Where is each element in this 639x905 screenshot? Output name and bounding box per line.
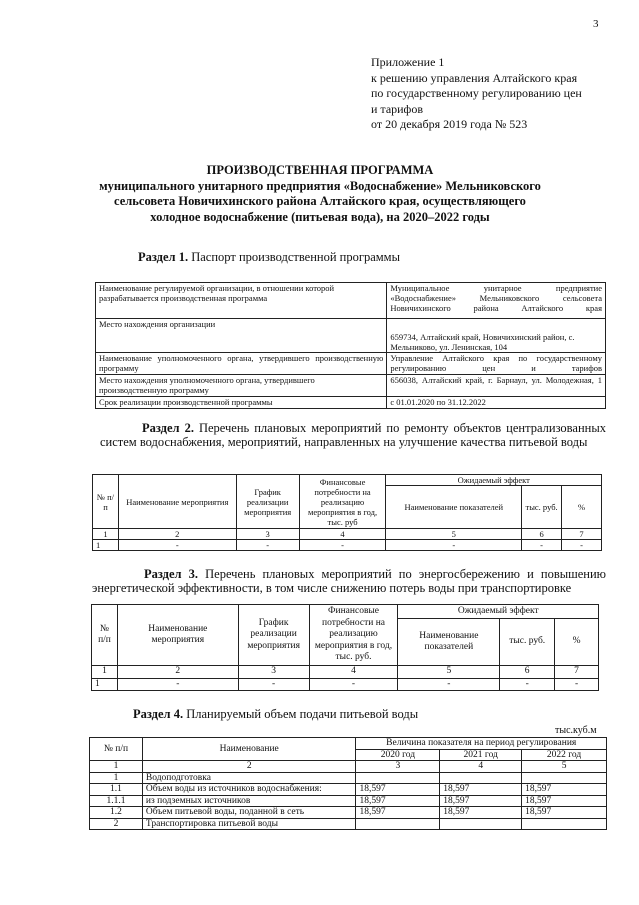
table-cell: 7 [555, 666, 599, 679]
section2-label: Раздел 2. [142, 421, 194, 435]
table-cell: Объем воды из источников водоснабжения: [142, 784, 356, 796]
table-cell: 5 [522, 761, 607, 773]
col-year-header: 2020 год [356, 749, 440, 761]
title-line: муниципального унитарного предприятия «Водоснабжение» Мельниковского [99, 178, 541, 193]
table-cell: 4 [440, 761, 522, 773]
appendix-line: по государственному регулированию цен [371, 86, 582, 100]
table-cell: 7 [562, 529, 602, 540]
col-rub-header: тыс. руб. [522, 486, 562, 529]
table-cell: 3 [236, 529, 299, 540]
table-cell [522, 818, 607, 830]
table-cell: Управление Алтайского края по государственному регулированию цен и тарифов [387, 353, 606, 375]
table-cell: с 01.01.2020 по 31.12.2022 [387, 397, 606, 409]
col-year-header: 2022 год [522, 749, 607, 761]
table-row [96, 353, 606, 375]
table-row [96, 375, 606, 397]
table-row [93, 540, 602, 551]
col-name-header: Наименование мероприятия [118, 475, 236, 529]
table-cell: 6 [522, 529, 562, 540]
appendix-line: к решению управления Алтайского края [371, 70, 578, 85]
title-line: сельсовета Новичихинского района Алтайского края, осуществляющего [114, 194, 526, 208]
table-row [90, 784, 607, 796]
table-cell: 3 [356, 761, 440, 773]
table-cell: 4 [309, 666, 398, 679]
table-cell: 2 [118, 529, 236, 540]
table-cell: 18,597 [356, 807, 440, 819]
table-cell [440, 818, 522, 830]
table-cell: - [562, 540, 602, 551]
col-effect-header: Ожидаемый эффект [398, 605, 599, 619]
repair-measures-table [92, 474, 602, 551]
appendix-line: и тарифов [371, 101, 424, 116]
appendix-block [371, 55, 582, 133]
table-cell: Наименование уполномоченного органа, утвердившего производственную программу [96, 353, 387, 375]
section1-label: Раздел 1. [138, 250, 189, 264]
table-row [96, 397, 606, 409]
table-cell: - [555, 678, 599, 691]
table-cell: - [238, 678, 309, 691]
water-supply-volume-table [89, 737, 607, 830]
table-cell: - [500, 678, 555, 691]
table-cell: - [117, 678, 238, 691]
section4-text: Планируемый объем подачи питьевой воды [186, 707, 419, 721]
table-cell: из подземных источников [142, 795, 356, 807]
table-cell: - [236, 540, 299, 551]
section1-heading [138, 250, 400, 265]
table-cell: - [522, 540, 562, 551]
table-cell: 1 [90, 772, 143, 784]
table-cell: 1.1 [90, 784, 143, 796]
document-title [80, 163, 560, 225]
table-cell: 18,597 [356, 784, 440, 796]
table-cell: 5 [398, 666, 500, 679]
section2-text: Перечень плановых мероприятий по ремонту объектов централизованных систем водоснабжения, мероприятий, направленных на улучшение качества питьевой воды [100, 421, 606, 449]
table-cell: Место нахождения уполномоченного органа, утвердившего производственную программу [96, 375, 387, 397]
table-row [96, 319, 606, 353]
col-name-header: Наименование мероприятия [117, 605, 238, 666]
table-cell: 6 [500, 666, 555, 679]
table-cell: Транспортировка питьевой воды [142, 818, 356, 830]
section4-heading [133, 707, 418, 722]
section2-heading [100, 421, 606, 449]
table-row [90, 772, 607, 784]
col-period-header: Величина показателя на период регулирования [356, 738, 607, 750]
table-cell: Место нахождения организации [96, 319, 387, 353]
appendix-line: Приложение 1 [371, 55, 445, 69]
col-effect-header: Ожидаемый эффект [386, 475, 602, 486]
unit-label: тыс.куб.м [555, 725, 597, 736]
col-schedule-header: График реализации мероприятия [236, 475, 299, 529]
table-cell: - [299, 540, 386, 551]
table-cell: 5 [386, 529, 522, 540]
table-cell: 18,597 [440, 807, 522, 819]
table-cell: - [386, 540, 522, 551]
col-rub-header: тыс. руб. [500, 619, 555, 666]
energy-saving-table [91, 604, 599, 691]
table-cell [440, 772, 522, 784]
col-num-header: № п/п [93, 475, 119, 529]
table-row [90, 818, 607, 830]
table-row [92, 666, 599, 679]
table-row [93, 529, 602, 540]
table-cell: - [118, 540, 236, 551]
table-cell: Муниципальное унитарное предприятие «Водоснабжение» Мельниковского сельсовета Новичихинского района Алтайского края [387, 283, 606, 319]
table-cell: 659734, Алтайский край, Новичихинский район, с. Мельниково, ул. Ленинская, 104 [387, 319, 606, 353]
table-header-row [90, 738, 607, 750]
table-cell: 1 [90, 761, 143, 773]
section3-text: Перечень плановых мероприятий по энергосбережению и повышению энергетической эффективности, в том числе снижению потерь воды при транспортировке [92, 567, 607, 595]
table-cell: Объем питьевой воды, поданной в сеть [142, 807, 356, 819]
table-cell: 1.2 [90, 807, 143, 819]
table-row [92, 678, 599, 691]
table-cell: 18,597 [522, 807, 607, 819]
col-finance-header: Финансовые потребности на реализацию мероприятия в год, тыс. руб [299, 475, 386, 529]
col-indicator-header: Наименование показателей [386, 486, 522, 529]
section4-label: Раздел 4. [133, 707, 184, 721]
table-cell [356, 818, 440, 830]
col-finance-header: Финансовые потребности на реализацию мероприятия в год, тыс. руб. [309, 605, 398, 666]
section3-label: Раздел 3. [144, 567, 199, 581]
table-cell [522, 772, 607, 784]
table-cell: 1.1.1 [90, 795, 143, 807]
table-row [90, 761, 607, 773]
col-name-header: Наименование [142, 738, 356, 761]
table-header-row [93, 475, 602, 486]
table-cell: 18,597 [356, 795, 440, 807]
table-cell: 2 [117, 666, 238, 679]
passport-table [95, 282, 606, 409]
table-cell: 1 [92, 678, 118, 691]
table-cell: 656038, Алтайский край, г. Барнаул, ул. Молодежная, 1 [387, 375, 606, 397]
table-cell: 18,597 [522, 795, 607, 807]
table-cell: 2 [90, 818, 143, 830]
table-cell: - [398, 678, 500, 691]
col-num-header: № п/п [90, 738, 143, 761]
table-cell: Водоподготовка [142, 772, 356, 784]
col-year-header: 2021 год [440, 749, 522, 761]
table-cell: Наименование регулируемой организации, в отношении которой разрабатывается производственная программа [96, 283, 387, 319]
table-cell: 1 [93, 529, 119, 540]
table-cell: 2 [142, 761, 356, 773]
col-schedule-header: График реализации мероприятия [238, 605, 309, 666]
page-number: 3 [593, 18, 599, 30]
appendix-line: от 20 декабря 2019 года № 523 [371, 117, 528, 131]
table-cell: 1 [92, 666, 118, 679]
table-cell [356, 772, 440, 784]
section1-text: Паспорт производственной программы [191, 250, 400, 264]
title-line: ПРОИЗВОДСТВЕННАЯ ПРОГРАММА [206, 163, 434, 177]
table-row [96, 283, 606, 319]
table-row [90, 807, 607, 819]
table-cell: 4 [299, 529, 386, 540]
col-pct-header: % [562, 486, 602, 529]
table-cell: - [309, 678, 398, 691]
table-cell: 18,597 [440, 795, 522, 807]
table-row [90, 795, 607, 807]
table-header-row [92, 605, 599, 619]
col-pct-header: % [555, 619, 599, 666]
section3-heading [92, 567, 606, 595]
table-cell: 3 [238, 666, 309, 679]
title-line: холодное водоснабжение (питьевая вода), на 2020–2022 годы [150, 209, 490, 224]
col-indicator-header: Наименование показателей [398, 619, 500, 666]
table-cell: Срок реализации производственной программы [96, 397, 387, 409]
table-cell: 1 [93, 540, 119, 551]
table-cell: 18,597 [440, 784, 522, 796]
table-cell: 18,597 [522, 784, 607, 796]
col-num-header: № п/п [92, 605, 118, 666]
